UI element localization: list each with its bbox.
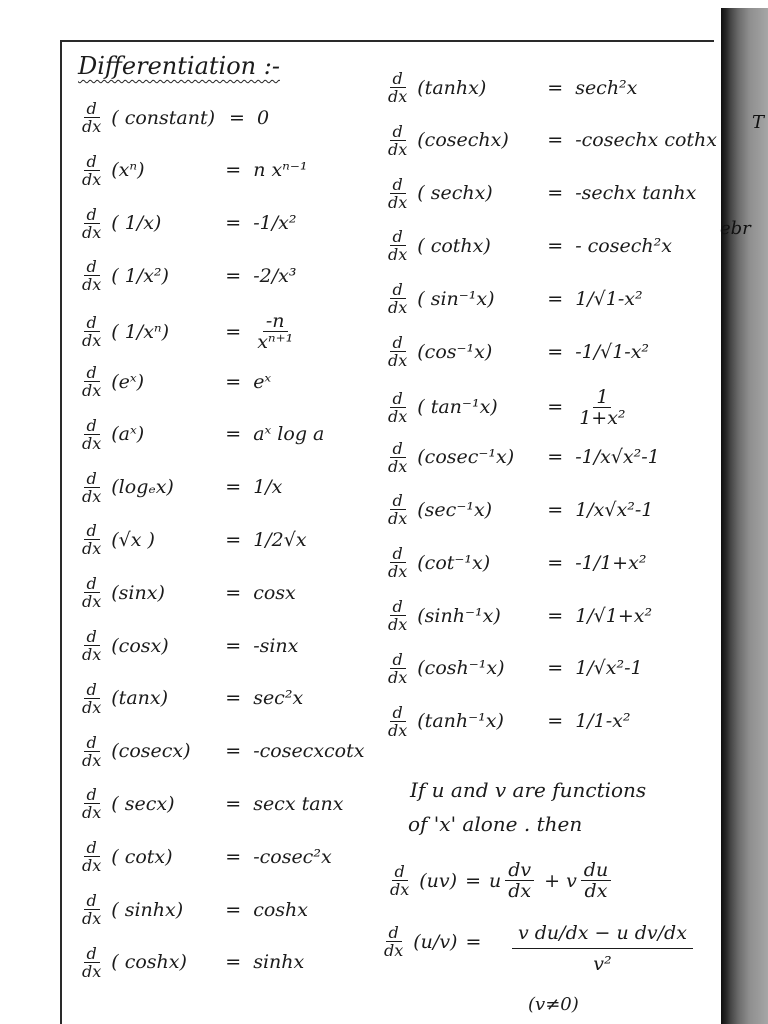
derivative-operator: d dx (388, 597, 408, 634)
derivative-rule (82, 892, 308, 927)
rule-argument: (aˣ) (111, 423, 145, 446)
derivative-operator: d dx (82, 151, 102, 189)
derivative-rule (82, 258, 296, 293)
quotient-numerator: v du/dx − u dv/dx (512, 922, 693, 949)
derivative-operator: d dx (388, 702, 408, 740)
equals-sign: = (225, 528, 242, 551)
derivative-operator: d dx (384, 923, 404, 960)
derivative-rule (82, 628, 298, 663)
rule-result: -1/√1-x² (575, 340, 650, 363)
rule-result: - cosech²x (575, 234, 672, 257)
rule-result: 1/√x²-1 (575, 657, 643, 680)
equals-sign: = (225, 212, 242, 235)
rule-result: 1/x (253, 476, 283, 499)
rule-argument: (sec⁻¹x) (417, 498, 493, 521)
equals-sign: = (547, 76, 564, 99)
rule-result: -cosecxcotx (253, 740, 365, 763)
derivative-operator: d dx (388, 438, 408, 476)
rule-argument: ( 1/x²) (111, 264, 169, 287)
rule-result: 1/2√x (253, 528, 307, 551)
derivative-operator: d dx (390, 862, 410, 899)
derivative-rule (82, 417, 324, 452)
derivative-rule (82, 839, 332, 874)
product-term-u: u (488, 869, 502, 892)
equals-sign: = (547, 551, 564, 574)
equals-sign: = (547, 129, 564, 152)
quotient-denominator: v² (593, 953, 612, 975)
fraction-du-dx: $\frac{du}{dx}$ (581, 860, 611, 901)
rule-result: -sechx tanhx (575, 182, 697, 205)
rule-argument: (tanhx) (417, 76, 487, 99)
rule-result: sech²x (575, 76, 638, 99)
rule-result: aˣ log a (253, 423, 325, 446)
derivative-rule (388, 598, 652, 633)
rule-argument: (cosecx) (111, 740, 191, 763)
derivative-rule (388, 70, 637, 105)
equals-sign: = (225, 581, 242, 604)
derivative-operator: d dx (82, 785, 102, 823)
derivative-rule (82, 786, 344, 821)
quotient-rule-fraction (512, 922, 693, 975)
page-border-left (60, 40, 62, 1024)
rule-result: -sinx (253, 634, 299, 657)
rule-argument: (cosechx) (417, 129, 509, 152)
rule-argument: (cos⁻¹x) (417, 340, 493, 363)
derivative-rule (82, 681, 303, 716)
derivative-operator: d dx (82, 891, 102, 928)
equals-sign: = (547, 604, 564, 627)
derivative-operator: d dx (82, 313, 102, 351)
rule-result: 1/1-x² (575, 710, 631, 733)
rule-result: -cosec²x (253, 845, 332, 868)
equals-sign: = (225, 845, 242, 868)
derivative-rule (82, 470, 282, 505)
quotient-rule-lhs: d dx (u/v) = (384, 923, 482, 960)
derivative-operator: d dx (82, 415, 102, 453)
rule-argument: ( cothx) (417, 234, 491, 257)
margin-note-1: T (752, 112, 765, 133)
equals-sign: = (225, 476, 242, 499)
equals-sign: = (225, 740, 242, 763)
derivative-rule (388, 440, 660, 475)
derivative-rule (82, 206, 296, 241)
rule-result: 1/√1+x² (575, 604, 653, 627)
derivative-rule (388, 281, 643, 316)
derivative-rule (388, 545, 646, 580)
derivative-operator: d dx (82, 204, 102, 242)
equals-sign: = (547, 498, 564, 521)
product-rule: d dx (uv) = u $\frac{dv}{dx}$ + v $\frac{du}{dx}$ (390, 860, 615, 901)
derivative-operator: d dx (82, 363, 102, 400)
derivative-operator: d dx (82, 468, 102, 506)
margin-note-2: ebr (720, 218, 751, 239)
equals-sign: = (547, 182, 564, 205)
equals-sign: = (225, 370, 242, 393)
rule-argument: (sinh⁻¹x) (417, 604, 501, 627)
rule-argument: ( cotx) (111, 845, 173, 868)
rule-argument: ( sinhx) (111, 898, 184, 921)
rule-result: 1/x√x²-1 (575, 498, 654, 521)
equals-sign: = (225, 320, 242, 343)
rule-argument: ( sechx) (417, 182, 493, 205)
page-border-top (60, 40, 714, 42)
rule-result: eˣ (253, 370, 272, 393)
equals-sign: = (547, 287, 564, 310)
derivative-rule (388, 492, 653, 527)
rule-argument: (tanx) (111, 687, 169, 710)
notebook-binding (721, 8, 768, 1024)
rule-result: -2/x³ (253, 264, 297, 287)
product-term-v: v (566, 869, 577, 892)
equals-sign: = (547, 234, 564, 257)
rule-result-fraction: $\frac{-n}{\text{xⁿ⁺¹}}$ (257, 310, 294, 354)
equals-sign: = (547, 446, 564, 469)
quotient-condition: (v≠0) (528, 994, 579, 1015)
rule-result: -1/1+x² (575, 551, 647, 574)
derivative-operator: d dx (82, 99, 102, 136)
rule-result: sec²x (253, 687, 304, 710)
page-title: Differentiation :- (78, 52, 280, 80)
equals-sign: = (225, 264, 242, 287)
rule-result: 1/√1-x² (575, 287, 643, 310)
derivative-rule (82, 734, 364, 769)
product-rule-arg: (uv) (419, 869, 458, 892)
rule-result-fraction: $\frac{1}{\text{1+x²}}$ (579, 385, 626, 429)
derivative-operator: d dx (82, 627, 102, 664)
derivative-operator: d dx (82, 732, 102, 770)
equals-sign: = (225, 687, 242, 710)
rule-result: -1/x² (253, 212, 297, 235)
derivative-operator: d dx (388, 649, 408, 687)
derivative-operator: d dx (388, 388, 408, 426)
derivative-operator: d dx (82, 679, 102, 717)
rule-argument: ( 1/x) (111, 212, 162, 235)
rule-argument: (xⁿ) (111, 159, 145, 182)
rule-result: 0 (256, 106, 270, 129)
rule-result: sinhx (253, 951, 305, 974)
rule-result: -1/x√x²-1 (575, 446, 660, 469)
rule-argument: ( 1/xⁿ) (111, 320, 170, 343)
equals-sign: = (547, 340, 564, 363)
derivative-rule (388, 387, 630, 428)
derivative-rule (82, 364, 271, 399)
rule-argument: ( coshx) (111, 951, 187, 974)
derivative-operator: d dx (388, 544, 408, 582)
derivative-operator: d dx (82, 521, 102, 559)
derivative-rule (82, 100, 269, 135)
rule-argument: (cosh⁻¹x) (417, 657, 505, 680)
derivative-operator: d dx (388, 121, 408, 159)
rule-argument: (tanh⁻¹x) (417, 710, 504, 733)
derivative-rule (388, 176, 696, 211)
derivative-rule (388, 228, 672, 263)
rule-argument: (sinx) (111, 581, 165, 604)
rule-argument: (cosec⁻¹x) (417, 446, 515, 469)
rule-argument: (eˣ) (111, 370, 145, 393)
quotient-rule-arg: (u/v) (413, 930, 458, 953)
rule-argument: (logₑx) (111, 476, 174, 499)
equals-sign: = (229, 106, 245, 129)
rule-result: cosx (253, 581, 296, 604)
equals-sign: = (225, 423, 242, 446)
derivative-operator: d dx (388, 333, 408, 370)
derivative-operator: d dx (388, 174, 408, 212)
note-line-2: of 'x' alone . then (408, 812, 583, 836)
derivative-rule (388, 704, 631, 739)
derivative-rule (82, 575, 296, 610)
equals-sign: = (225, 951, 242, 974)
derivative-operator: d dx (82, 943, 102, 981)
rule-result: -cosechx cothx (575, 129, 717, 152)
derivative-rule (82, 311, 297, 352)
derivative-operator: d dx (82, 257, 102, 295)
derivative-operator: d dx (388, 227, 408, 265)
rule-argument: ( sin⁻¹x) (417, 287, 495, 310)
derivative-rule (388, 334, 649, 369)
equals-sign: = (225, 159, 242, 182)
derivative-rule (82, 945, 304, 980)
derivative-rule (388, 651, 643, 686)
derivative-operator: d dx (388, 491, 408, 529)
rule-argument: ( tan⁻¹x) (417, 396, 498, 419)
rule-argument: (cosx) (111, 634, 169, 657)
equals-sign: = (547, 396, 564, 419)
derivative-operator: d dx (388, 280, 408, 318)
derivative-rule (82, 153, 308, 188)
derivative-rule (82, 522, 307, 557)
equals-sign: = (225, 634, 242, 657)
rule-result: secx tanx (253, 792, 344, 815)
rule-result: n xⁿ⁻¹ (253, 159, 308, 182)
equals-sign: = (547, 710, 564, 733)
equals-sign: = (225, 898, 242, 921)
rule-argument: ( constant) (111, 106, 216, 129)
derivative-operator: d dx (82, 574, 102, 612)
plus-sign: + (544, 869, 561, 892)
fraction-dv-dx: $\frac{dv}{dx}$ (505, 860, 534, 901)
rule-argument: (√x ) (111, 528, 155, 551)
rule-argument: ( secx) (111, 792, 175, 815)
rule-result: coshx (253, 898, 308, 921)
equals-sign: = (547, 657, 564, 680)
derivative-operator: d dx (388, 69, 408, 106)
derivative-operator: d dx (82, 838, 102, 876)
equals-sign: = (225, 792, 242, 815)
rule-argument: (cot⁻¹x) (417, 551, 491, 574)
derivative-rule (388, 123, 717, 158)
note-line-1: If u and v are functions (410, 778, 647, 802)
